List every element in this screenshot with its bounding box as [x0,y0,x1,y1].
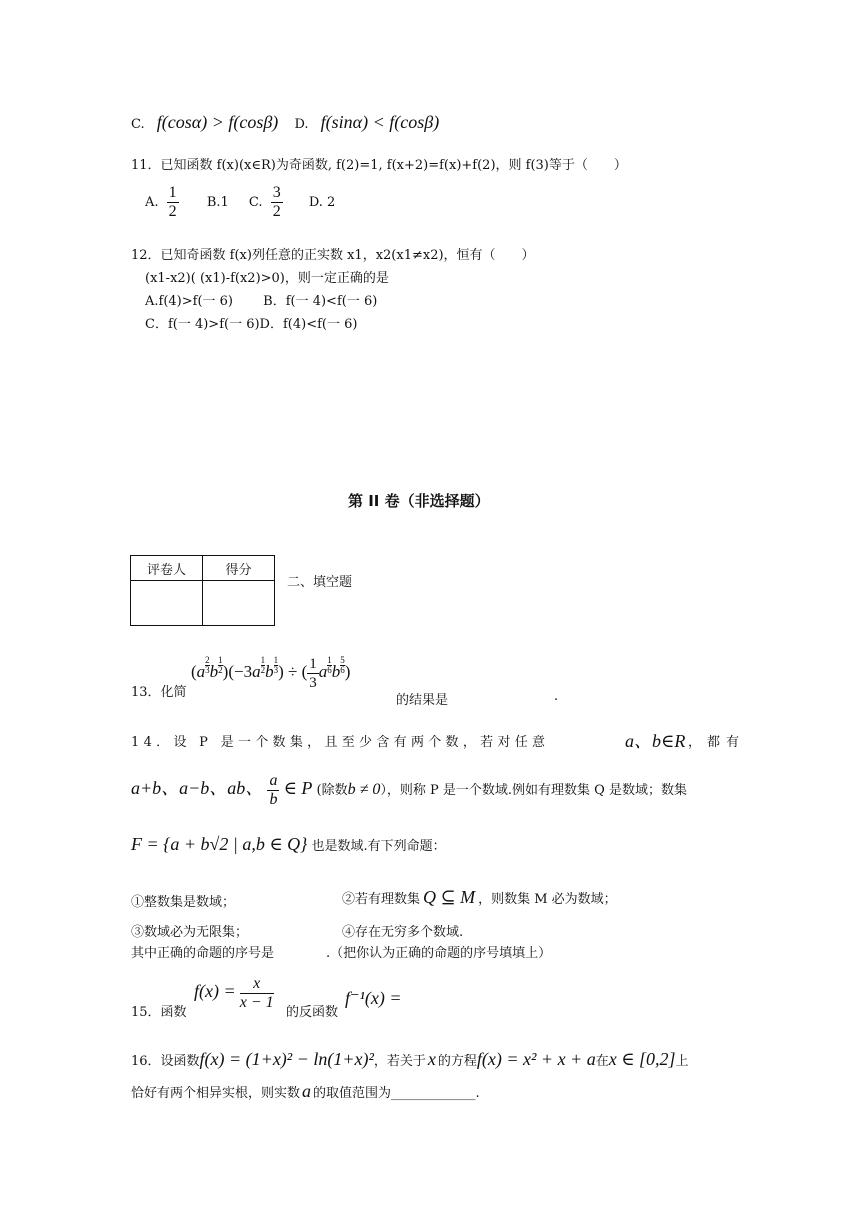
q14-opt2-math: Q ⊆ M [423,887,476,907]
q16-mid2: 的方程 [437,1054,477,1069]
option-c-label: C. [131,117,145,132]
frac-numerator: a [269,772,278,789]
q16-line1 [131,1049,689,1070]
q16-line2-rest: 的取值范围为_____________. [313,1086,480,1101]
q11-stem: 11．已知函数 f(x)(x∈R)为奇函数, f(2)=1, f(x+2)=f(x)+f(2)，则 f(3)等于（ ） [131,158,627,173]
grader-cell[interactable] [131,581,203,626]
frac-numerator: x [240,975,274,994]
q14-line3 [131,834,446,855]
q15-inverse: f⁻¹(x) = [345,988,402,1008]
option-b: B．f(一 4)<f(一 6) [263,294,378,309]
option-a-frac [167,184,179,221]
q16-line2 [131,1081,480,1102]
frac-denominator: 2 [272,203,281,220]
q15-frac [240,975,274,1012]
option-c-expr: f(cosα) > f(cosβ) [156,112,279,132]
score-table [130,555,275,626]
frac-denominator: 2 [168,203,177,220]
q14-opt1: ①整数集是数域； [131,895,236,910]
q12-line4: C．f(一 4)>f(一 6)D．f(4)<f(一 6) [145,317,358,332]
frac-denominator: b [269,791,278,808]
q15-mid: 的反函数 [286,1005,339,1020]
q14-line1 [131,731,549,750]
q13-prefix: 13．化简 [131,685,187,700]
q12-line2: (x1-x2)( (x1)-f(x2)>0)，则一定正确的是 [145,271,389,286]
option-d: D. 2 [308,195,336,210]
q14-line3-rest: 也是数域.有下列命题： [311,839,446,854]
q13-end: . [554,689,559,704]
q16-x: x [427,1049,436,1069]
q12-stem: 12．已知奇函数 f(x)列任意的正实数 x1，x2(x1≠x2)，恒有（ ） [131,248,535,263]
q14-final: 其中正确的命题的序号是 .（把你认为正确的命题的序号填填上） [131,946,552,961]
q16-a: a [302,1081,312,1101]
q16-mid1: ，若关于 [373,1054,426,1069]
q15-prefix: 15．函数 [131,1005,187,1020]
q16-mid3: 在 [595,1054,609,1069]
q14-line2-rest: ），则称 P 是一个数域.例如有理数集 Q 是数域；数集 [380,783,687,798]
option-c-label: C. [248,195,263,210]
q16-end1: 上 [675,1054,689,1069]
q13-suffix: 的结果是 [396,693,449,708]
q14-line2-note: (除数 [316,783,348,798]
q16-prefix: 16．设函数 [131,1054,200,1069]
q14-line1-text: 14．设 P 是一个数集，且至少含有两个数，若对任意 [131,735,550,750]
section-title: 第 II 卷（非选择题） [348,492,490,510]
option-d-label: D. [294,117,309,132]
q10-options [131,112,439,133]
grader-header: 评卷人 [131,556,203,581]
q11-options [145,184,335,221]
frac-denominator: x − 1 [239,994,274,1011]
option-d-expr: f(sinα) < f(cosβ) [320,112,440,132]
q16-line2-text: 恰好有两个相异实根，则实数 [131,1086,301,1101]
option-a-label: A. [145,195,159,210]
q14-line2 [131,772,687,809]
option-a: A.f(4)>f(一 6) [145,294,233,309]
q14-line2-math: a+b、a−b、ab、 [131,778,264,798]
q14-line2-note-math: b ≠ 0 [347,781,381,798]
q14-line2-frac [267,772,279,809]
q12-line3 [145,290,377,309]
q14-opt3: ③数域必为无限集； [131,925,249,940]
q14-line2-in: ∈ P [283,778,313,798]
part-title: 二、填空题 [287,575,353,590]
frac-numerator: 1 [168,184,177,201]
q14-opt4: ④存在无穷多个数域. [342,925,464,940]
q14-line1-math: a、b∈R [625,731,686,751]
q16-domain: x ∈ [0,2] [608,1049,676,1069]
option-c-frac [271,184,283,221]
q15-expr [194,975,274,1012]
q14-opt2-rest: ，则数集 M 必为数域； [478,892,617,907]
frac-numerator: 3 [272,184,281,201]
score-header: 得分 [203,556,275,581]
q16-eq: f(x) = x² + x + a [476,1049,596,1069]
q14-opt2 [342,887,617,908]
q14-opt2-text: ②若有理数集 [342,892,421,907]
score-cell[interactable] [203,581,275,626]
q16-fx: f(x) = (1+x)² − ln(1+x)² [199,1049,374,1069]
q15-fx: f(x) = [194,981,236,1001]
option-b: B.1 [206,195,229,210]
q14-line1-end: ，都有 [688,735,746,750]
q14-line3-math: F = {a + b√2 | a,b ∈ Q} [131,834,308,854]
q13-expression: (a $^{\frac{2}{3}}$ b $^{\frac{1}{2}}$ )(−3a $^{\frac{1}{2}}$ b $^{\frac{1}{3}}$ ) ÷ ( $\frac{1}{3}$ a $^{\frac{1}{6}}$ b $^{\frac{5}{6}}$ ) [191,655,351,691]
